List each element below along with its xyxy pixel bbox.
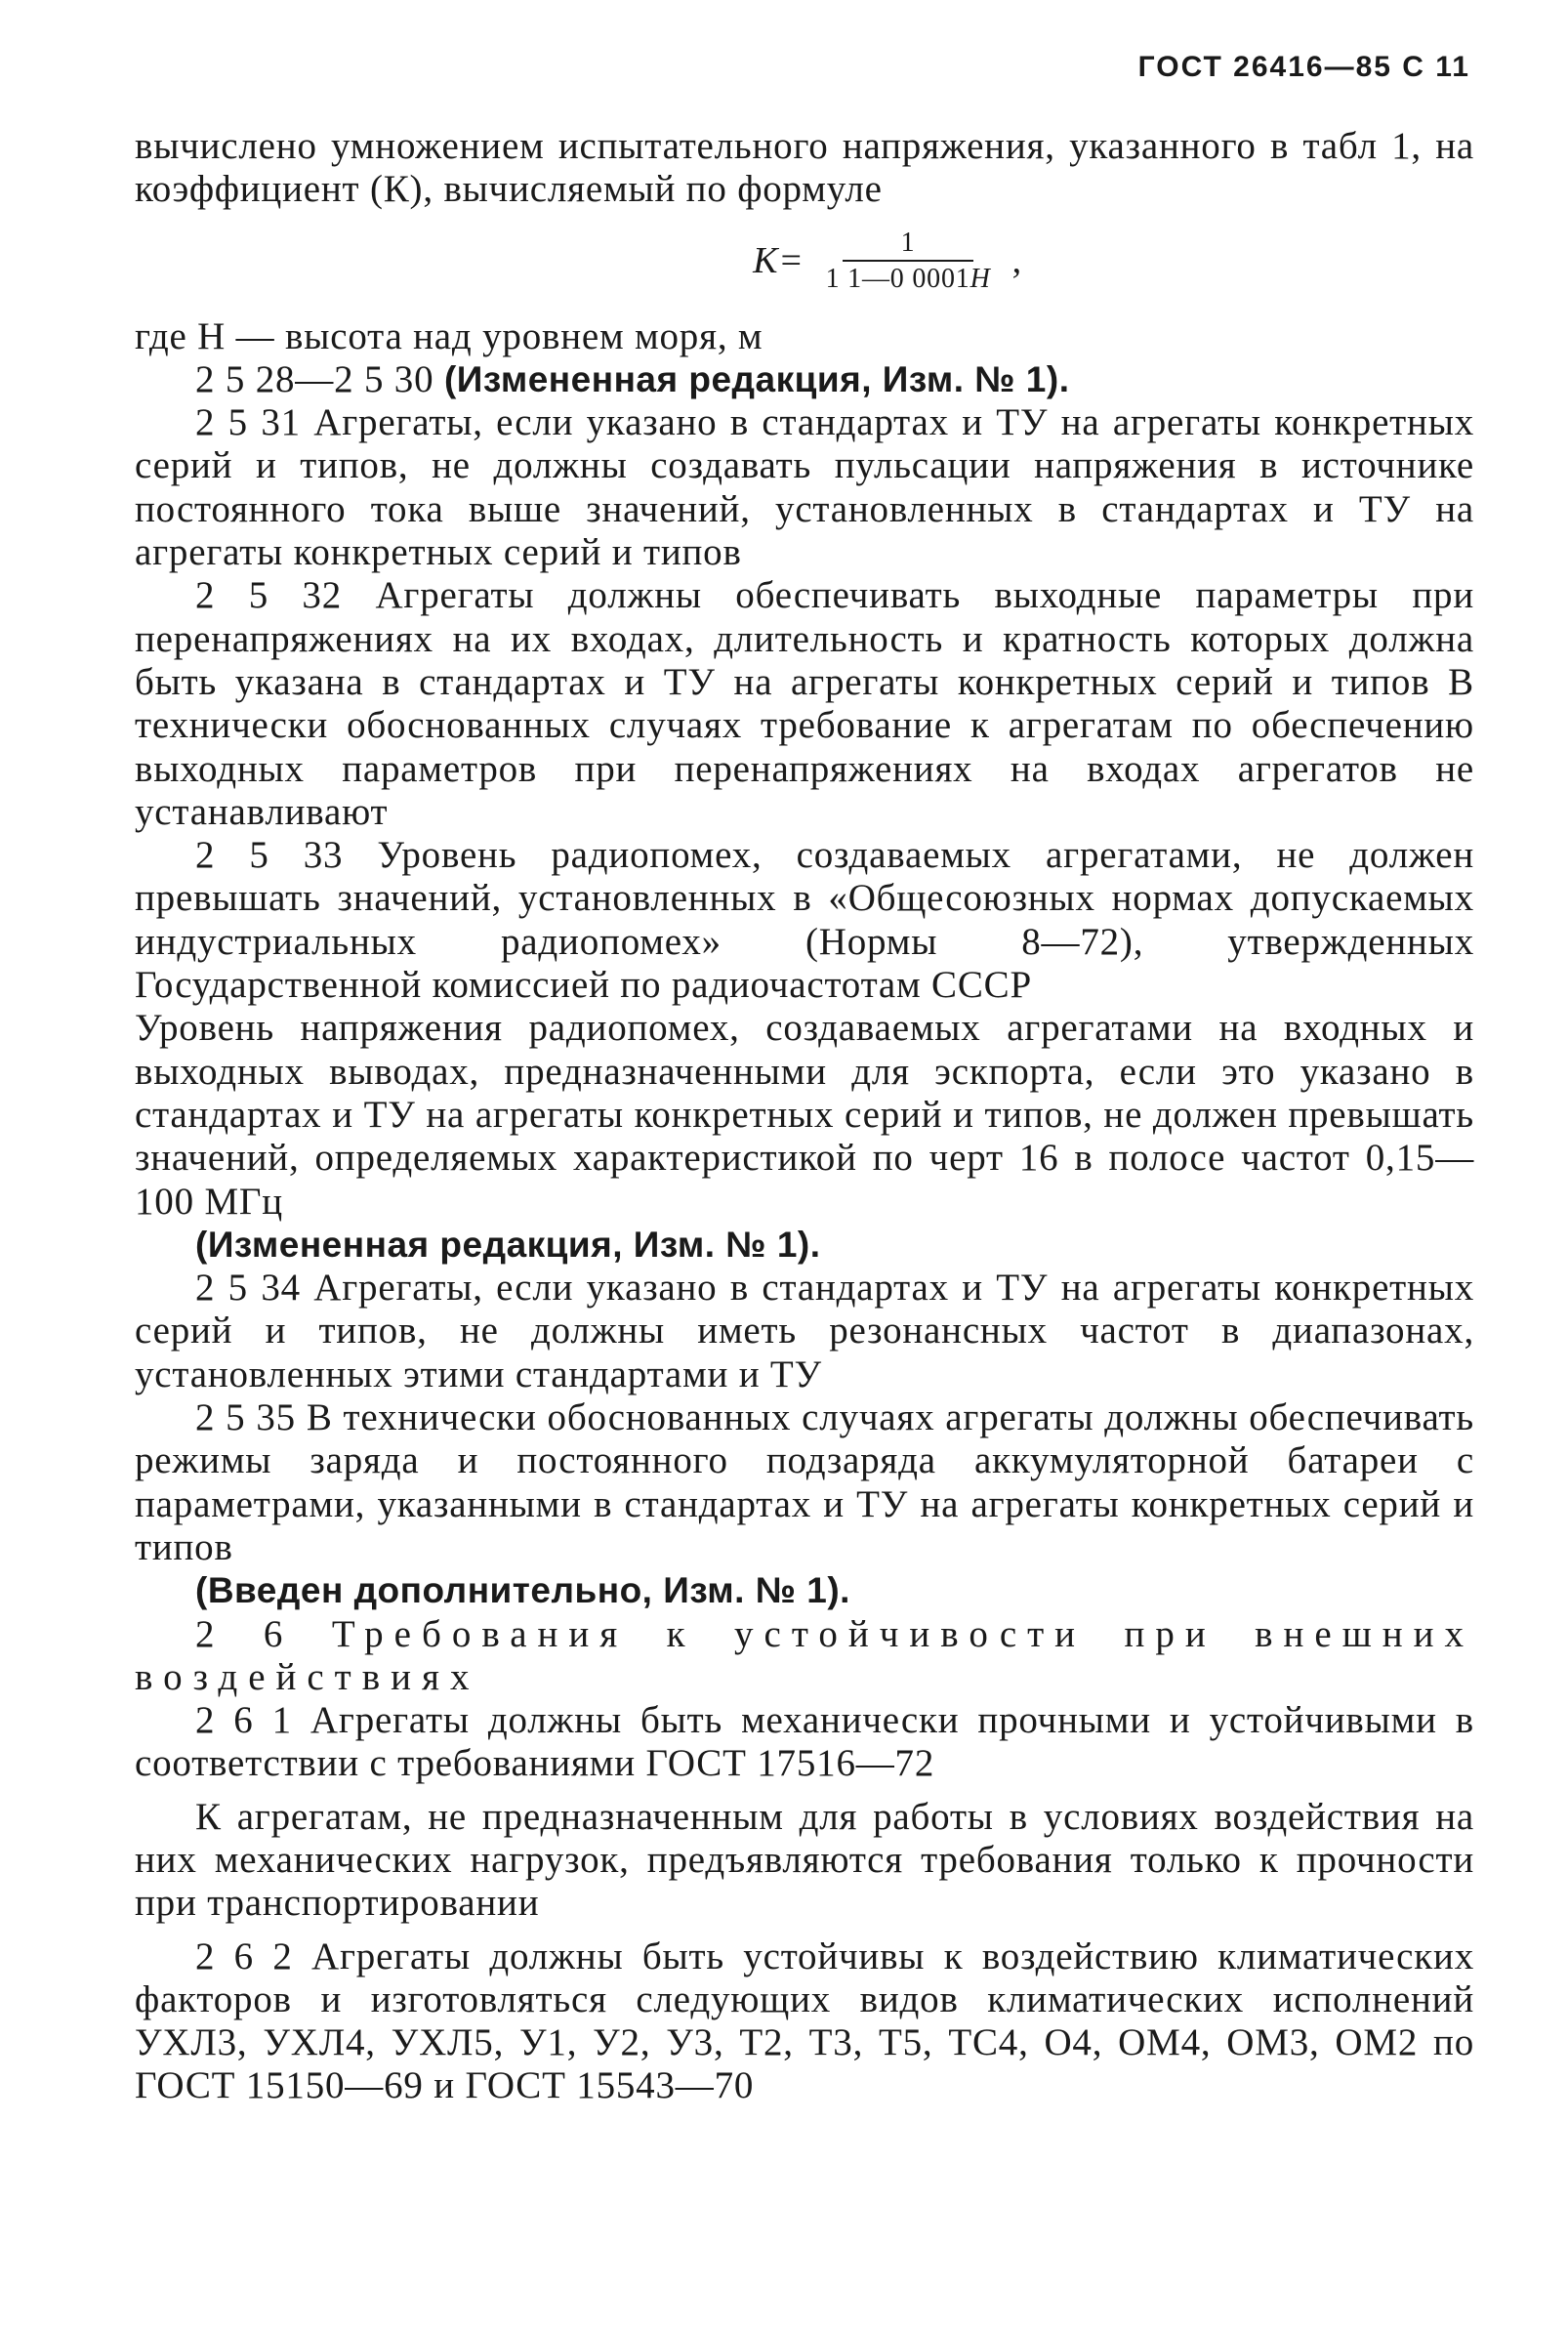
document-body [135, 125, 1474, 2108]
clause-2533-paragraph-2: Уровень напряжения радиопомех, создаваемых агрегатами на входных и выходных выводах, предназначенными для эскпорта, если это указано в стандартах и ТУ на агрегаты конкретных серий и типов, не должен превышать значений, определяемых характеристикой по черт 16 в полосе частот 0,15—100 МГц [135, 1007, 1474, 1223]
formula-denominator-variable: Н [970, 263, 991, 294]
formula-trailing-comma: , [1011, 240, 1022, 282]
section-26-heading: 2 6 Требования к устойчивости при внешних воздействиях [135, 1612, 1474, 1698]
formula-denominator [818, 262, 999, 297]
formula-numerator: 1 [843, 227, 974, 262]
intro-paragraph: вычислено умножением испытательного напряжения, указанного в табл 1, на коэффициент (К), вычисляемый по формуле [135, 125, 1474, 211]
clause-261: 2 6 1 Агрегаты должны быть механически прочными и устойчивыми в соответствии с требованиями ГОСТ 17516—72 [135, 1699, 1474, 1785]
formula-denominator-prefix: 1 1—0 0001 [825, 263, 970, 294]
clause-2531: 2 5 31 Агрегаты, если указано в стандартах и ТУ на агрегаты конкретных серий и типов, не должны создавать пульсации напряжения в источнике постоянного тока выше значений, установленных в стандартах и ТУ на агрегаты конкретных серий и типов [135, 401, 1474, 574]
clause-2533-amendment-note: (Измененная редакция, Изм. № 1). [195, 1224, 821, 1265]
clause-2528-number: 2 5 28—2 5 30 [195, 357, 434, 400]
clause-262: 2 6 2 Агрегаты должны быть устойчивы к воздействию климатических факторов и изготовляться следующих видов климатических исполнений УХЛ3, УХЛ4, УХЛ5, У1, У2, У3, Т2, Т3, Т5, ТС4, О4, ОМ4, ОМ3, ОМ2 по ГОСТ 15150—69 и ГОСТ 15543—70 [135, 1935, 1474, 2107]
formula-fraction [818, 227, 999, 297]
clause-2534: 2 5 34 Агрегаты, если указано в стандартах и ТУ на агрегаты конкретных серий и типов, не должны иметь резонансных частот в диапазонах, установленных этими стандартами и ТУ [135, 1267, 1474, 1395]
clause-2533: 2 5 33 Уровень радиопомех, создаваемых агрегатами, не должен превышать значений, установленных в «Общесоюзных нормах допускаемых индустриальных радиопомех» (Нормы 8—72), утвержденных Государственной комиссией по радиочастотам СССР [135, 834, 1474, 1007]
clause-261-paragraph-2: К агрегатам, не предназначенным для работы в условиях воздействия на них механических нагрузок, предъявляются требования только к прочности при транспортировании [135, 1795, 1474, 1925]
where-line: где Н — высота над уровнем моря, м [135, 314, 763, 357]
coefficient-formula [135, 214, 1474, 310]
clause-2528-amendment-note: (Измененная редакция, Изм. № 1). [443, 358, 1070, 399]
formula-lhs: К= [753, 240, 805, 282]
clause-2528-2530 [135, 358, 1474, 401]
clause-2535: 2 5 35 В технически обоснованных случаях агрегаты должны обеспечивать режимы заряда и постоянного подзаряда аккумуляторной батареи с параметрами, указанными в стандартах и ТУ на агрегаты конкретных серий и типов [135, 1396, 1474, 1568]
clause-2535-added-note: (Введен дополнительно, Изм. № 1). [195, 1570, 850, 1611]
clause-2532: 2 5 32 Агрегаты должны обеспечивать выходные параметры при перенапряжениях на их входах, длительность и кратность которых должна быть указана в стандартах и ТУ на агрегаты конкретных серий и типов В технически обоснованных случаях требование к агрегатам по обеспечению выходных параметров при перенапряжениях на входах агрегатов не устанавливают [135, 574, 1474, 833]
page-header-standard-ref: ГОСТ 26416—85 С 11 [1137, 51, 1470, 83]
